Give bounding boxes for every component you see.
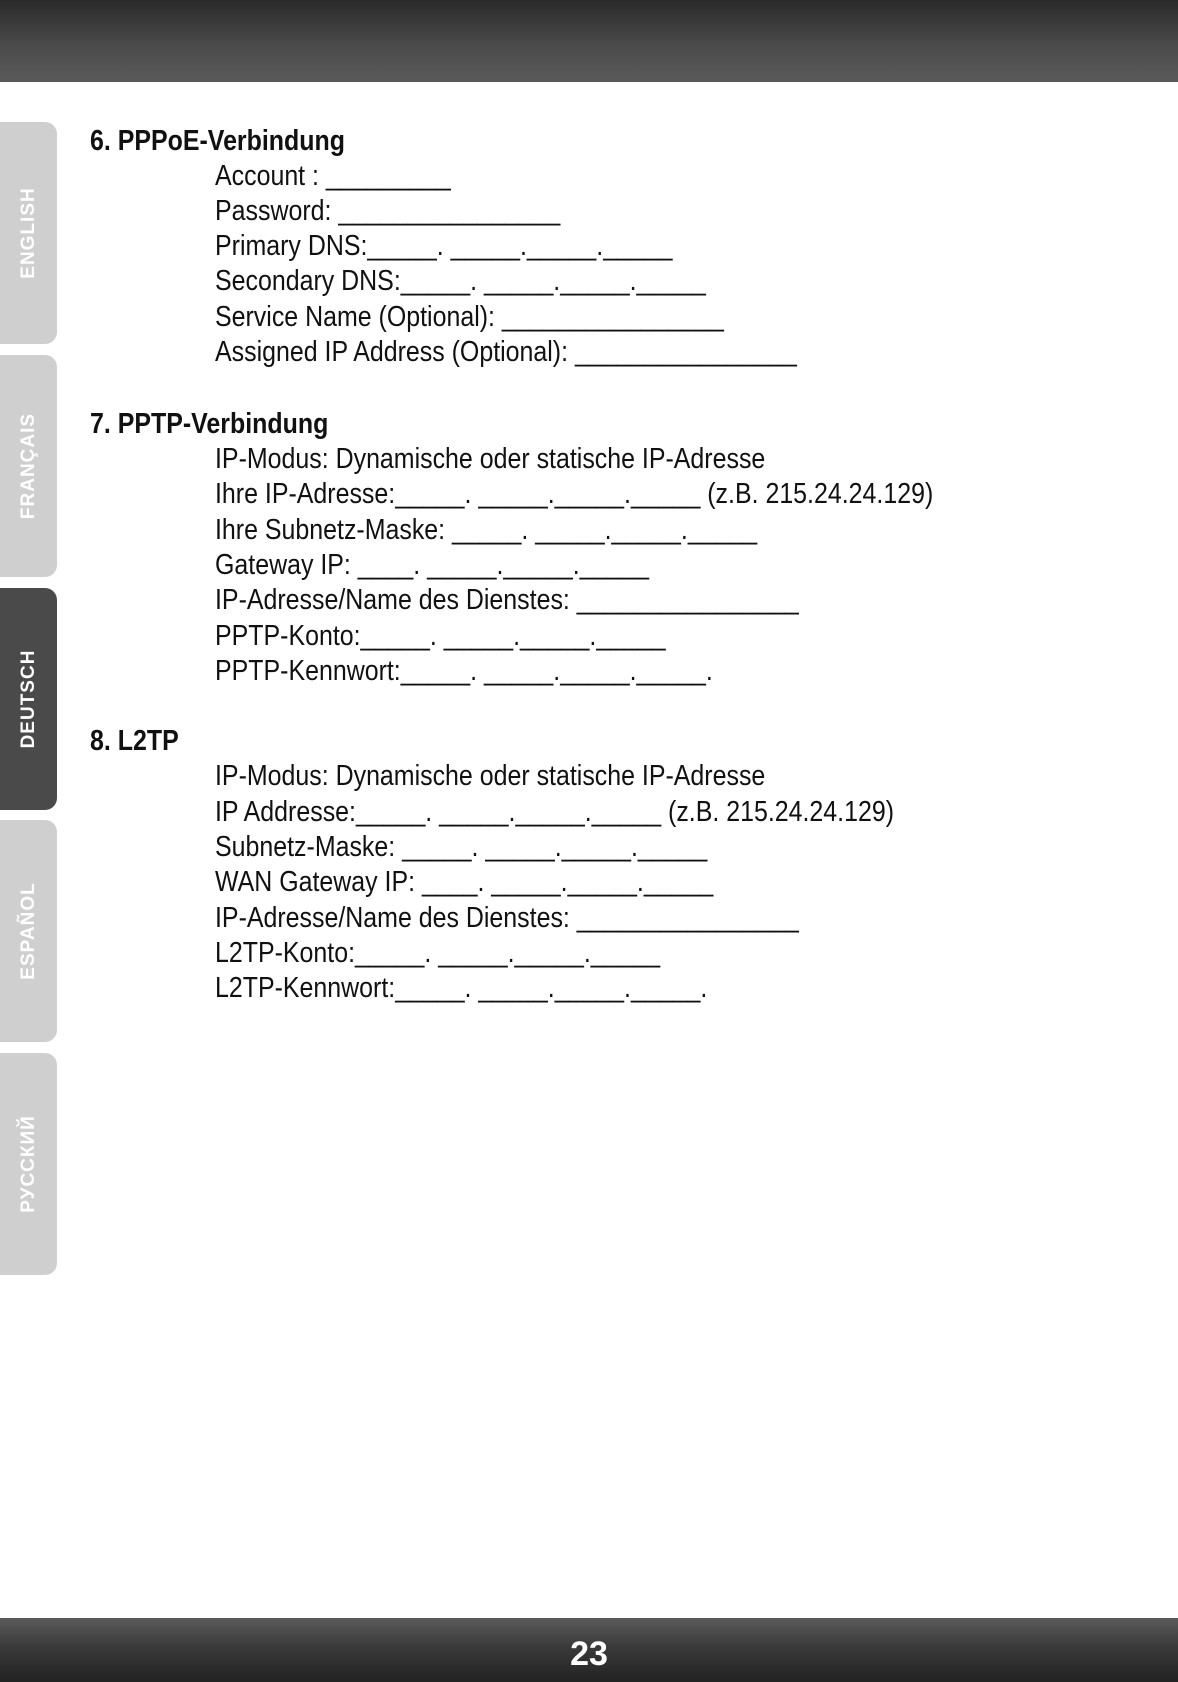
field-line-password: Password: ________________	[215, 195, 561, 227]
field-line-pptp-ip-mode: IP-Modus: Dynamische oder statische IP-Adresse	[215, 443, 766, 475]
field-line-service-name: Service Name (Optional): ________________	[215, 301, 724, 333]
field-line-secondary-dns: Secondary DNS:_____. _____._____._____	[215, 265, 706, 297]
field-line-pptp-subnet-mask: Ihre Subnetz-Maske: _____. _____._____._____	[215, 514, 758, 546]
field-line-pptp-account: PPTP-Konto:_____. _____._____._____	[215, 620, 666, 652]
tab-deutsch-label: DEUTSCH	[17, 649, 39, 749]
tab-francais[interactable]	[0, 355, 57, 577]
tab-espanol-label: ESPAÑOL	[17, 882, 39, 980]
field-line-pptp-password: PPTP-Kennwort:_____. _____._____._____.	[215, 655, 713, 687]
field-line-l2tp-wan-gateway: WAN Gateway IP: ____. _____._____._____	[215, 866, 714, 898]
field-line-l2tp-password: L2TP-Kennwort:_____. _____._____._____.	[215, 972, 708, 1004]
field-line-l2tp-account: L2TP-Konto:_____. _____._____._____	[215, 937, 661, 969]
section-title-pppoe: 6. PPPoE-Verbindung	[90, 125, 345, 157]
header-bar	[0, 0, 1178, 82]
field-line-l2tp-service: IP-Adresse/Name des Dienstes: ________________	[215, 902, 799, 934]
page-number: 23	[570, 1635, 608, 1673]
tab-francais-label: FRANÇAIS	[17, 412, 39, 520]
field-line-account: Account : _________	[215, 160, 451, 192]
tab-deutsch[interactable]	[0, 588, 57, 810]
field-line-primary-dns: Primary DNS:_____. _____._____._____	[215, 230, 673, 262]
tab-russian-label: РУССКИЙ	[17, 1115, 39, 1213]
field-line-pptp-ip-address: Ihre IP-Adresse:_____. _____._____._____ (z.B. 215.24.24.129)	[215, 478, 934, 510]
tab-english-label: ENGLISH	[17, 187, 39, 279]
field-line-assigned-ip: Assigned IP Address (Optional): ________________	[215, 336, 797, 368]
section-title-pptp: 7. PPTP-Verbindung	[90, 408, 329, 440]
field-line-pptp-service: IP-Adresse/Name des Dienstes: ________________	[215, 584, 799, 616]
field-line-l2tp-ip-address: IP Addresse:_____. _____._____._____ (z.B. 215.24.24.129)	[215, 796, 895, 828]
tab-espanol[interactable]	[0, 820, 57, 1042]
tab-english[interactable]	[0, 122, 57, 344]
field-line-pptp-gateway: Gateway IP: ____. _____._____._____	[215, 549, 650, 581]
field-line-l2tp-subnet-mask: Subnetz-Maske: _____. _____._____._____	[215, 831, 708, 863]
field-line-l2tp-ip-mode: IP-Modus: Dynamische oder statische IP-Adresse	[215, 760, 766, 792]
tab-russian[interactable]	[0, 1053, 57, 1275]
section-title-l2tp: 8. L2TP	[90, 725, 179, 757]
